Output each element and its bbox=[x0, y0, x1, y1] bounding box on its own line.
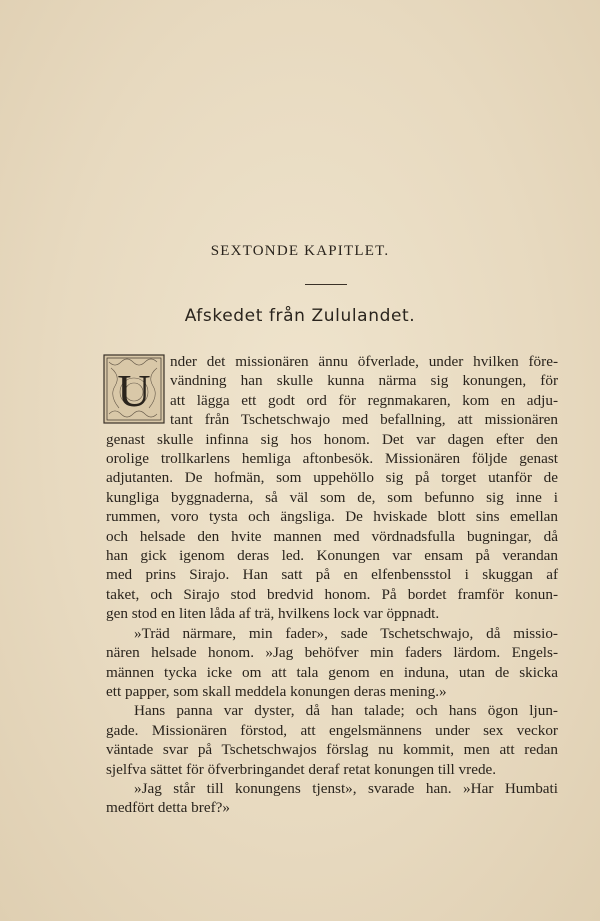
text-line: vändning han skulle kunna närma sig konungen, för bbox=[170, 372, 558, 390]
divider-rule bbox=[305, 284, 347, 285]
text-line: ett papper, som skall meddela konungen deras mening.» bbox=[106, 682, 447, 700]
text-line: tant från Tschetschwajo med befallning, att missionären bbox=[170, 411, 558, 429]
text-line: med prins Sirajo. Han satt på en elfenbensstol i skuggan af bbox=[106, 566, 558, 584]
chapter-heading: SEXTONDE KAPITLET. bbox=[210, 243, 390, 259]
text-line: gade. Missionären förstod, att engelsmännens under sex veckor bbox=[106, 721, 558, 739]
text-line: kungliga byggnaderna, så väl som de, som befunno sig inne i bbox=[106, 488, 558, 506]
text-line: rummen, voro tysta och ängsliga. De hviskade blott sins emellan bbox=[106, 508, 558, 526]
chapter-subtitle: Afskedet från Zululandet. bbox=[184, 306, 416, 326]
text-line: sjelfva sättet för öfverbringandet deraf retat konungen till vrede. bbox=[106, 760, 497, 778]
text-line: att lägga ett godt ord för regnmakaren, kom en adju- bbox=[170, 391, 558, 409]
text-line: männen tycka icke om att tala genom en induna, utan de skicka bbox=[106, 663, 558, 681]
text-line: nären helsade honom. »Jag behöfver min faders lärdom. Engels- bbox=[106, 644, 558, 662]
text-line: orolige trollkarlens hemliga aftonbesök. Missionären följde genast bbox=[106, 450, 558, 468]
text-line: taket, och Sirajo stod bredvid honom. På bordet framför konun- bbox=[106, 585, 558, 603]
text-line: gen stod en liten låda af trä, hvilkens lock var öppnadt. bbox=[106, 605, 440, 623]
text-line: och helsade den hvite mannen med vördnadsfulla bugningar, då bbox=[106, 527, 558, 545]
text-line: väntade svar på Tschetschwajos förslag nu kommit, men att redan bbox=[106, 741, 558, 759]
text-line: »Jag står till konungens tjenst», svarade han. »Har Humbati bbox=[134, 779, 558, 797]
text-line: »Träd närmare, min fader», sade Tschetschwajo, då missio- bbox=[134, 624, 558, 642]
text-line: han gick igenom deras led. Konungen var ensam på verandan bbox=[106, 547, 558, 565]
text-line: adjutanten. De hofmän, som uppehöllo sig på torget utanför de bbox=[106, 469, 558, 487]
dropcap-letter: U bbox=[117, 365, 151, 416]
text-line: medfört detta bref?» bbox=[106, 799, 230, 817]
text-line: nder det missionären ännu öfverlade, under hvilken före- bbox=[170, 353, 558, 370]
body-text bbox=[106, 352, 558, 818]
text-line: genast skulle infinna sig hos honom. Det var dagen efter den bbox=[106, 430, 558, 448]
text-line: Hans panna var dyster, då han talade; och hans ögon ljun- bbox=[134, 702, 558, 720]
